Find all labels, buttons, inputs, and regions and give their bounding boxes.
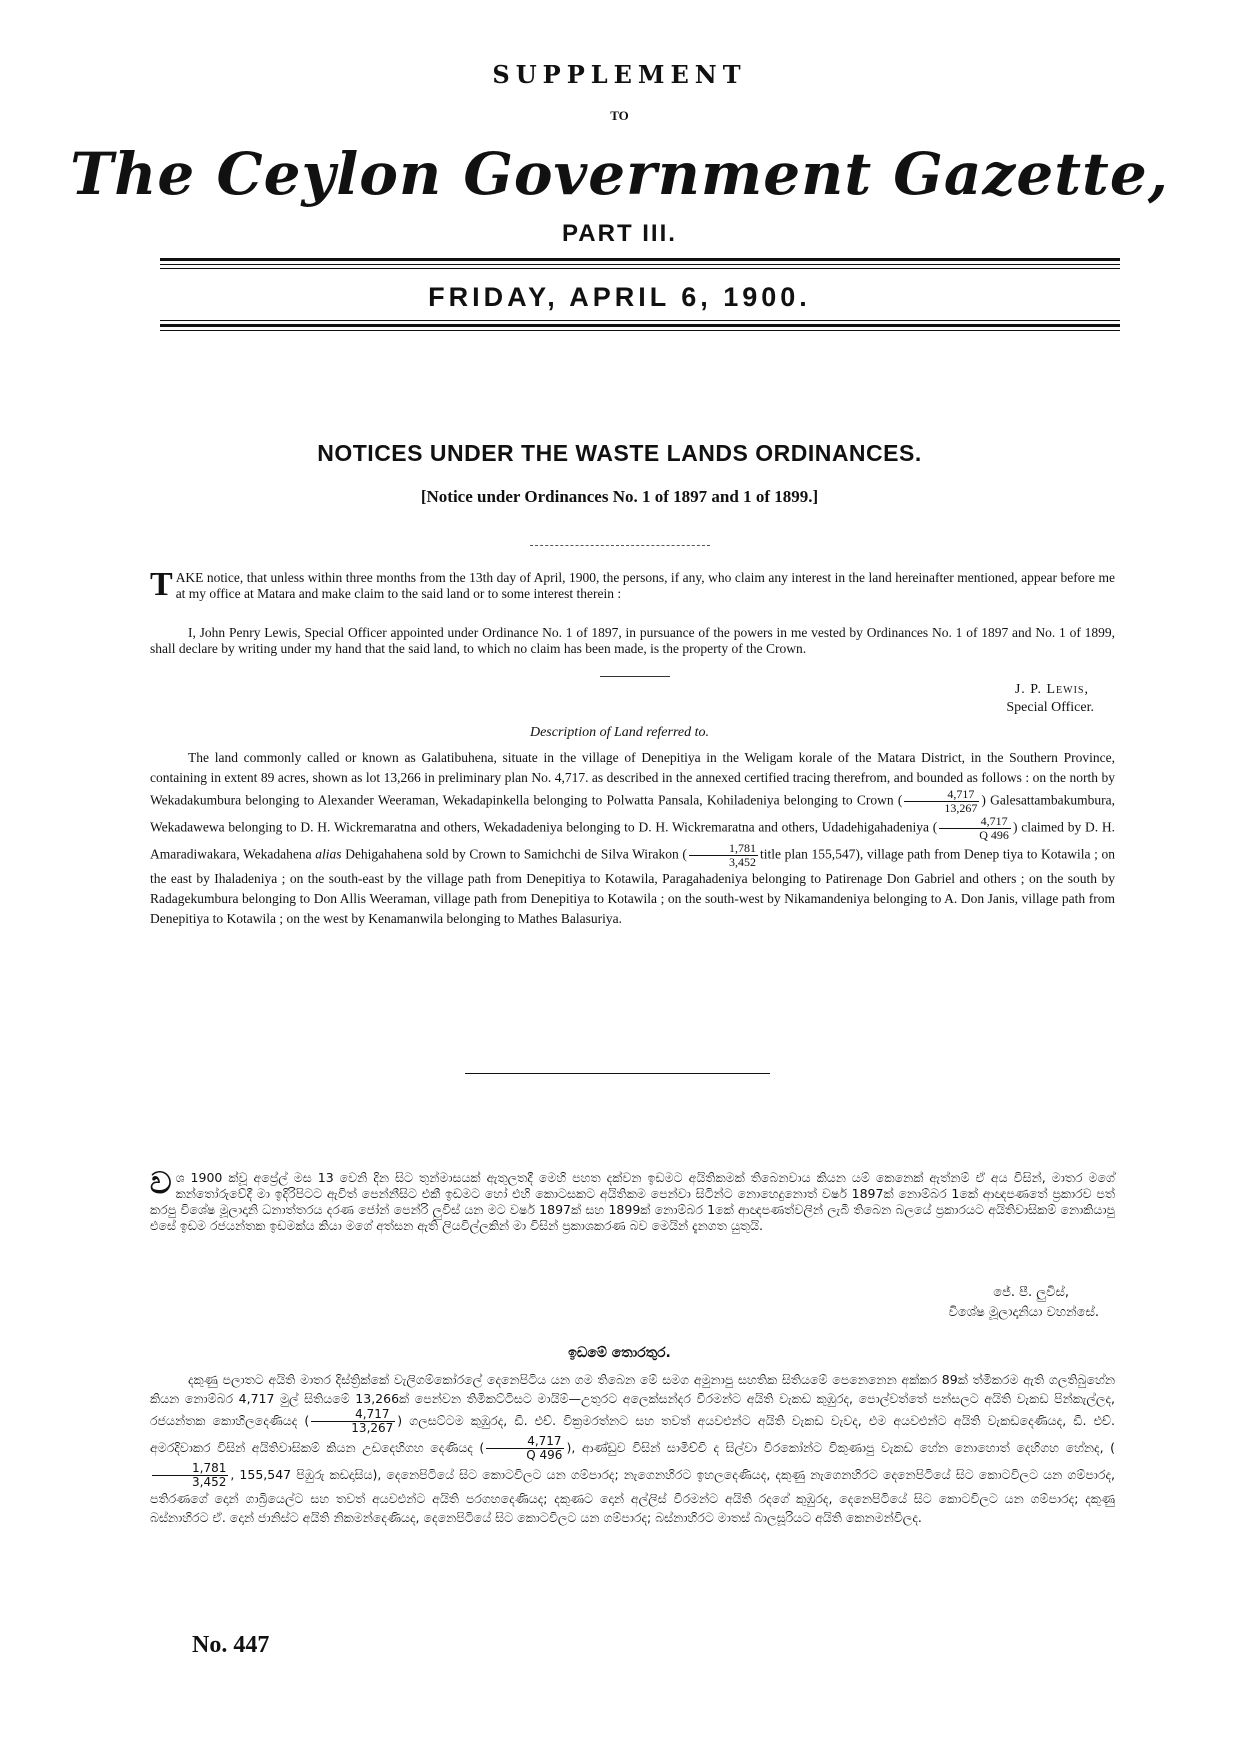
sinhala-fraction-2-denominator: Q 496 [526,1448,563,1462]
sinhala-fraction-2 [486,1435,564,1462]
date-rule-thin-2 [160,330,1120,331]
sinhala-signature-title: විශේෂ මූලාදෘනියා වහන්සේ. [948,1305,1099,1320]
section-divider [530,545,710,546]
header-rule-thin-2 [160,268,1120,269]
signature-title: Special Officer. [1006,700,1094,715]
land-description [150,748,1115,929]
signature-divider [600,676,670,677]
description-text-d: Dehigahahena sold by Crown to Samichchi de Silva Wirakon ( [345,846,687,862]
description-text-b: ) Galesattambakumbura, Wekadawewa belonging to D. H. Wickremaratna and others, Wekadadeniya belonging to D. H. Wickremaratna and others, Udadehigahadeniya ( [150,792,1115,835]
plan-fraction-1 [904,788,979,815]
sinhala-fraction-3 [152,1462,228,1489]
sinhala-description-b: ) ගලසට්ටම කුඹුරද, ඩී. එච්. වික්‍රමරත්නට සහ තවත් අයවළුන්ට අයිති වැකඩ වැවද, එම අයවළුන්ට අයිති වැකඩදෙණියද, ඩී. එච්. අමරදිවාකර විසින් අයිතිවාසිකම් කියන උඩදෙහිගහ දෙණියද ( [150,1413,1116,1455]
sinhala-land-description [150,1370,1115,1527]
declaration-paragraph: I, John Penry Lewis, Special Officer appointed under Ordinance No. 1 of 1897, in pursuance of the powers in me vested by Ordinances No. 1 of 1897 and No. 1 of 1899, shall declare by writing under my hand that the said land, to which no claim has been made, is the property of the Crown. [150,625,1115,656]
notice-text: AKE notice, that unless within three months from the 13th day of April, 1900, the persons, if any, who claim any interest in the land hereinafter mentioned, appear before me at my office at Matara and make claim to the said land or to some interest therein : [175,570,1115,601]
description-text-c: ) claimed by D. H. Amaradiwakara, Wekadahena [150,819,1115,862]
alias-word: alias [315,846,342,862]
sinhala-signature-name: ජේ. පී. ලුවිස්, [993,1285,1069,1300]
to-label: TO [610,108,629,123]
fraction-2-denominator: Q 496 [979,828,1009,842]
fraction-3-denominator: 3,452 [728,855,756,869]
sinhala-description-d: , 155,547 පිඹුරු කඩදාසිය), දෙනෙපිටියේ සිට කොටවිලට යන ගම්පාරද; නැගෙනහිරට ඉහලදෙණියද, දකුණු නැගෙනහිරට දෙනෙපිටියේ සිට කොටවිලට යන ගම්පාරද, පතිරණගේ දොන් ගාබ්‍රියෙල්ට සහ තවත් අයවළුන්ට අයිති පරගහදෙණියද; දකුණට දොන් අල්ලිස් වීරමන්ට අයිති රදගේ කුඹුරද, දෙනෙපිටියේ සිට කොටවිලට යන ගම්පාරද; දකුණු බස්නාහිරට ඒ. දොන් ජානිස්ට අයිති නිකමන්දෙණියද, දෙනෙපිටියේ සිට කොටවිලට යන ගම්පාරද; බස්නාහිරට මාතස් බාලසූරියට අයිති කෙනමන්විලද. [150,1467,1115,1525]
notice-dropcap: T [150,566,173,603]
sinhala-fraction-1 [311,1408,395,1435]
signature-name: J. P. Lewis, [1014,682,1089,697]
header-rule-thick [160,258,1120,261]
sinhala-description-c: ), ආණ්ඩුව විසින් සාමිච්චි ද සිල්වා වීරකෝන්ට විකුණාපු වැකඩ හේන නොහොත් දෙහිගහ හේනද, ( [566,1440,1115,1455]
section-subheading: [Notice under Ordinances No. 1 of 1897 and 1 of 1899.] [420,487,819,506]
gazette-title: The Ceylon Government Gazette, [70,140,1169,208]
gazette-number: No. 447 [192,1632,270,1658]
fraction-1-denominator: 13,267 [944,801,978,815]
sinhala-dropcap: ව [150,1166,172,1201]
date-rule-thin [160,320,1120,321]
notice-paragraph [150,566,1115,603]
header-rule-thin [160,264,1120,265]
issue-date: FRIDAY, APRIL 6, 1900. [428,282,811,312]
date-rule-thick [160,324,1120,327]
section-heading: NOTICES UNDER THE WASTE LANDS ORDINANCES. [317,440,922,466]
sinhala-notice-paragraph [150,1166,1115,1234]
fraction-1-numerator: 4,717 [904,788,979,802]
description-text-a: The land commonly called or known as Galatibuhena, situate in the village of Denepitiya in the Weligam korale of the Matara District, in the Southern Province, containing in extent 89 acres, shown as lot 13,266 in preliminary plan No. 4,717. as described in the annexed certified tracing therefrom, and bounded as follows : on the north by Wekadakumbura belonging to Alexander Weeraman, Wekadapinkella belonging to Polwatta Pansala, Kohiladeniya belonging to Crown ( [150,750,1115,808]
fraction-2-numerator: 4,717 [939,815,1011,829]
description-text-e: title plan 155,547), village path from Denep tiya to Kotawila ; on the east by Ihaladeniya ; on the south-east by the village path from Denepitiya to Kotawila, Paragahadeniya belonging to Patirenage Don Gabriel and others ; on the south by Radagekumbura belonging to Don Allis Weeraman, village path from Denepitiya to Kotawila ; on the south-west by Nikamandeniya belonging to A. Don Janis, village path from Denepitiya to Kotawila ; on the west by Kenamanwila belonging to Mathes Balasuriya. [150,846,1116,926]
plan-fraction-2 [939,815,1011,842]
description-heading: Description of Land referred to. [529,725,709,740]
sinhala-fraction-3-numerator: 1,781 [152,1462,228,1476]
sinhala-notice-text: ශ 1900 ක්වූ අප්‍රේල් මස 13 වෙනි දින සිට තුන්මාසයක් ඇතුලතදී මෙහි පහත දක්වන ඉඩමට අයිතිකමක් තිබෙනවාය කියන යම් කෙනෙක් ඇත්නම් ඒ අය විසින්, මාතර මගේ කන්තෝරුවේදී මා ඉදිරිපිටට ඇවිත් පෙන්නීසිට එකී ඉඩමට හෝ එහි කොටසකට අයිතිකම පෙන්වා සිටින්ට නොහෙදුනොත් වර්ෂ 1897ක් නොම්බර 1කේ ආඥපණතේ ප්‍රකාරව පත් කරපු විශේෂ මූලාදෘනි ධනාත්තරය දරණ ජෝන් පෙන්රි ලුවිස් යන මට වර්ෂ 1897ක් සහ 1899ක් නොම්බර 1කේ ආඥපණත්වලින් ලැබී තිබෙන බලයේ ප්‍රකාරයට අයිතිවාසිකම් නොකියාපු එසේ ඉඩම රජයන්තක ඉඩමක්ය කියා මගේ අත්සන ඇති ලියවිල්ලකින් මා විසින් ප්‍රකාශකරණ බව මෙයින් දැනගත යුතුයි. [150,1170,1115,1233]
plan-fraction-3 [689,842,758,869]
part-label: PART III. [562,220,677,247]
fraction-3-numerator: 1,781 [689,842,758,856]
sinhala-fraction-3-denominator: 3,452 [192,1475,227,1489]
language-separator [465,1073,770,1074]
sinhala-fraction-2-numerator: 4,717 [486,1435,564,1449]
sinhala-fraction-1-numerator: 4,717 [311,1408,395,1422]
sinhala-description-heading: ඉඩමේ තොරතුර. [568,1345,671,1361]
supplement-label: SUPPLEMENT [492,60,747,89]
sinhala-fraction-1-denominator: 13,267 [351,1421,394,1435]
sinhala-description-a: දකුණු පලාතට අයිති මාතර දිස්ත්‍රික්කේ වැලිගම්කෝරලේ දෙනෙපිටිය යන ගම තිබෙන මේ සමග අමුනාපු සහතික සිතියමේ පෙනෙනෙන අක්කර 89ක් ත්මිකරම ඇති ගලතිබුහේන කියන නොම්බර 4,717 මුල් සිතියමේ 13,266ක් පෙන්වන තිමිකට්ටිසට මායිම්—උතුරට අලෙක්සන්දර වීරමන්ට අයිති වැකඩ කුඹුරද, පොල්වත්තේ පන්සලට අයිති වැකඩ පින්කැල්ලද, රජයන්තක කොහිලදෙණියද ( [150,1372,1115,1428]
